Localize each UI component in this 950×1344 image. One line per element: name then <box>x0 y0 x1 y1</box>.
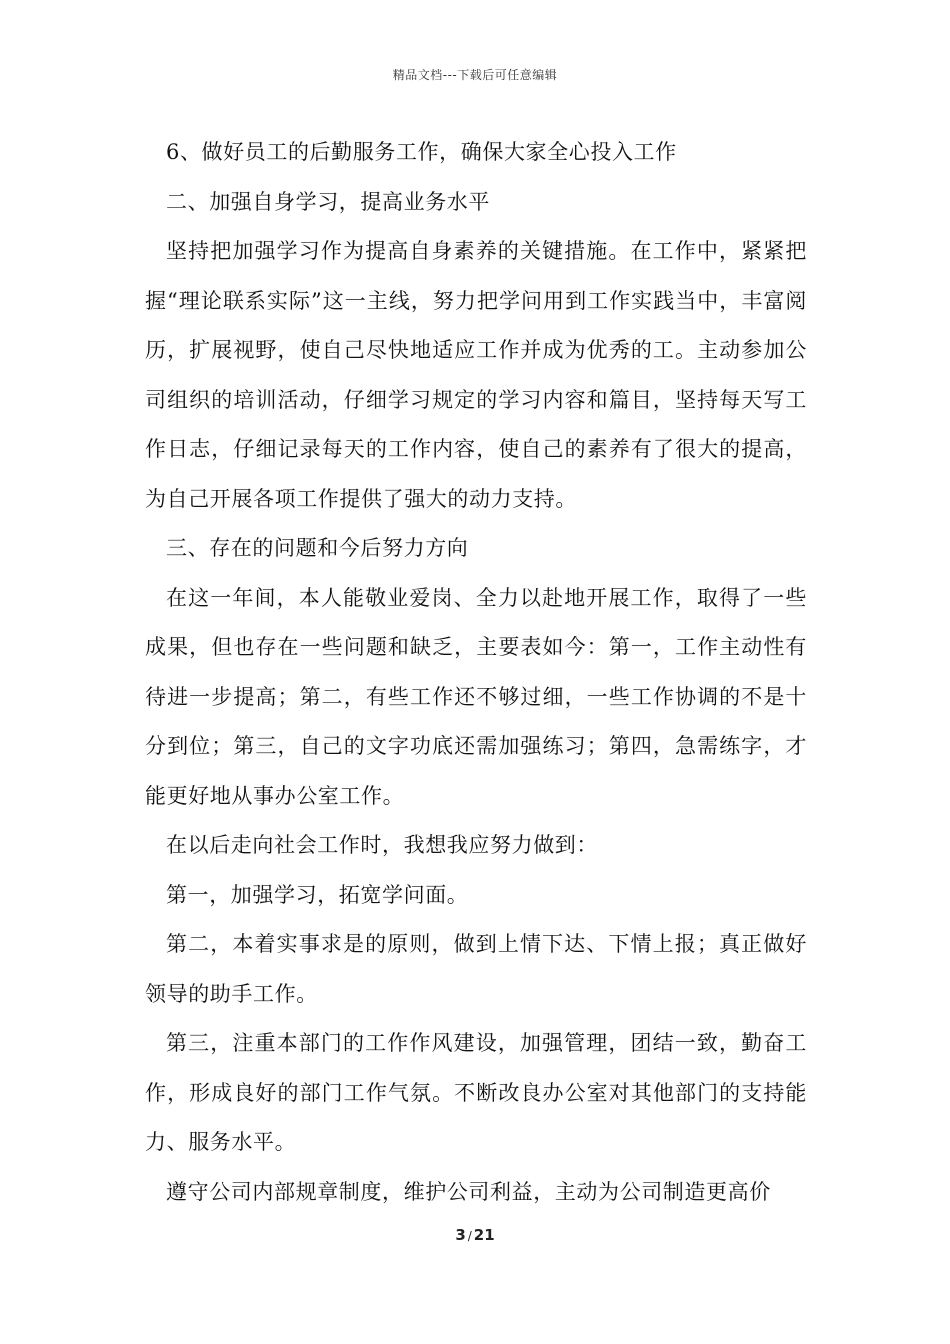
page-number <box>0 1226 950 1244</box>
paragraph-list-item-6: 6、做好员工的后勤服务工作，确保大家全心投入工作 <box>166 140 677 164</box>
section-heading-3: 三、存在的问题和今后努力方向 <box>166 536 469 560</box>
document-header: 精品文档---下载后可任意编辑 <box>392 68 558 82</box>
current-page-number: 3 <box>455 1226 466 1244</box>
section-heading-2: 二、加强自身学习，提高业务水平 <box>166 189 490 214</box>
paragraph-rules: 遵守公司内部规章制度，维护公司利益，主动为公司制造更高价 <box>166 1179 771 1204</box>
total-pages-number: 21 <box>473 1226 495 1244</box>
paragraph-future-intro: 在以后走向社会工作时，我想我应努力做到： <box>166 833 598 857</box>
paragraph-problems: 在这一年间，本人能敬业爱岗、全力以赴地开展工作，取得了一些成果，但也存在一些问题和缺乏，主要表如今：第一，工作主动性有待进一步提高；第二，有些工作还不够过细，一些工作协调的不是十分到位；第三，自己的文字功底还需加强练习；第四，急需练字，才能更好地从事办公室工作。 <box>145 585 807 808</box>
document-body <box>145 128 807 1217</box>
page-separator: / <box>467 1229 472 1243</box>
paragraph-second: 第二，本着实事求是的原则，做到上情下达、下情上报；真正做好领导的助手工作。 <box>145 932 807 1006</box>
paragraph-first: 第一，加强学习，拓宽学问面。 <box>166 882 469 907</box>
paragraph-third: 第三，注重本部门的工作作风建设，加强管理，团结一致，勤奋工作，形成良好的部门工作气氛。不断改良办公室对其他部门的支持能力、服务水平。 <box>145 1031 807 1154</box>
paragraph-study: 坚持把加强学习作为提高自身素养的关键措施。在工作中，紧紧把握“理论联系实际”这一主线，努力把学问用到工作实践当中，丰富阅历，扩展视野，使自己尽快地适应工作并成为优秀的工。主动参加公司组织的培训活动，仔细学习规定的学习内容和篇目，坚持每天写工作日志，仔细记录每天的工作内容，使自己的素养有了很大的提高，为自己开展各项工作提供了强大的动力支持。 <box>145 239 807 511</box>
